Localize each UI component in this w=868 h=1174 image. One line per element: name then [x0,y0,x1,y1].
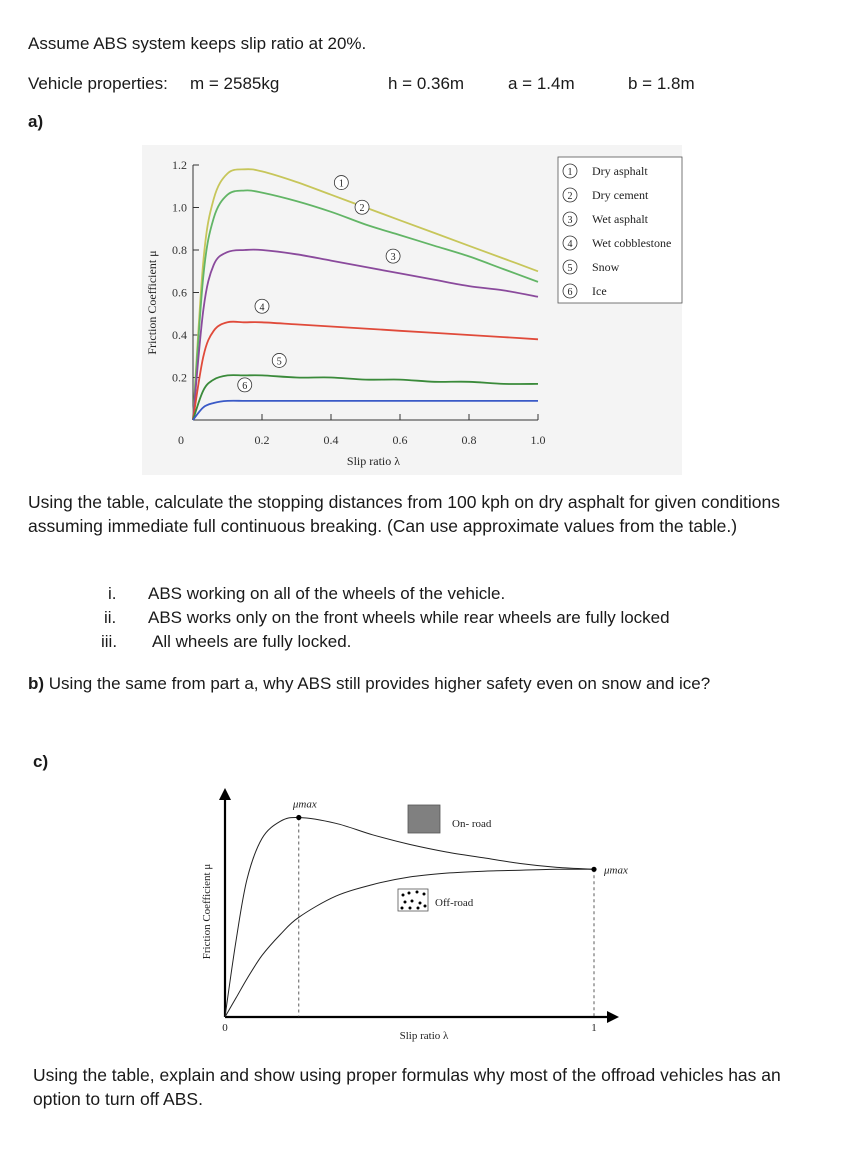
c2-x-end-label: 1 [591,1022,597,1034]
c1-series-marker-label: 1 [338,178,344,190]
part-a-label: a) [28,112,44,131]
vehicle-mass: m = 2585kg [190,74,280,93]
c1-x-tick-label: 1.0 [530,433,546,447]
item-iii-number: iii. [101,632,118,651]
c2-x-axis-label: Slip ratio λ [399,1030,449,1042]
c1-x-tick-label: 0.8 [461,433,477,447]
c1-series-marker-label: 6 [242,380,248,392]
c1-y-tick-label: 0.6 [172,285,187,300]
c1-legend-entry: Snow [592,260,620,274]
c1-y-tick-label: 1.2 [172,158,187,172]
onroad-offroad-chart [196,784,636,1044]
c1-legend-number: 2 [567,191,573,202]
item-iii-text: All wheels are fully locked. [152,632,352,651]
c1-legend-number: 4 [567,239,573,250]
c1-legend-entry: Dry asphalt [592,164,648,178]
friction-slip-chart [142,145,682,475]
c1-legend-entry: Dry cement [592,188,649,202]
item-i-text: ABS working on all of the wheels of the vehicle. [148,584,506,603]
c1-x-tick-label: 0.4 [323,433,339,447]
part-c-label: c) [33,752,49,771]
c2-legend-offroad-dot [411,900,414,903]
c2-legend-offroad-label: Off-road [435,897,474,909]
item-ii-number: ii. [104,608,117,627]
c2-legend-offroad-dot [408,892,411,895]
c1-series-marker-label: 4 [259,302,265,314]
c2-series-line-onroad [225,817,594,1017]
c2-legend-offroad-dot [417,907,420,910]
c1-legend-box [558,157,682,303]
item-i-number: i. [108,584,117,603]
c1-legend-entry: Ice [592,284,607,298]
part-b-label: b) [28,674,45,693]
c2-legend-offroad-dot [423,893,426,896]
c2-legend-onroad-label: On- road [452,818,492,830]
c1-x-origin-label: 0 [178,433,184,447]
c1-legend-number: 6 [567,287,573,298]
vehicle-properties-label: Vehicle properties: [28,74,168,93]
vehicle-a-distance: a = 1.4m [508,74,575,93]
c1-legend-number: 3 [567,215,573,226]
c2-y-axis-label: Friction Coefficient μ [201,863,213,960]
c2-x-origin-label: 0 [222,1022,228,1034]
part-c-question: Using the table, explain and show using proper formulas why most of the offroad vehicles has an option to turn off ABS. [33,1065,781,1109]
part-b-question: Using the same from part a, why ABS still provides higher safety even on snow and ice? [44,674,711,693]
c2-mumax-point-right [591,867,596,872]
c2-legend-offroad-dot [419,902,422,905]
assumption-text: Assume ABS system keeps slip ratio at 20%. [28,34,367,53]
c2-legend-offroad-dot [416,891,419,894]
c1-series-marker-label: 2 [359,203,365,215]
c2-legend-offroad-dot [409,907,412,910]
part-a-question: Using the table, calculate the stopping distances from 100 kph on dry asphalt for given conditions assuming immediate full continuous breaking. (Can use approximate values from the table.) [28,492,780,536]
c1-y-axis-label: Friction Coefficient μ [145,250,159,355]
c1-y-tick-label: 1.0 [172,200,187,215]
c2-legend-offroad-dot [424,905,427,908]
c2-x-axis-arrow [607,1011,619,1023]
c1-y-tick-label: 0.2 [172,370,187,385]
c1-series-marker-label: 3 [390,252,396,264]
c2-legend-offroad-dot [401,907,404,910]
c1-legend-entry: Wet cobblestone [592,236,672,250]
c2-legend-offroad-dot [404,901,407,904]
c2-mumax-label-left: μmax [292,798,317,811]
c2-y-axis-arrow [219,788,231,800]
vehicle-height: h = 0.36m [388,74,465,93]
vehicle-b-distance: b = 1.8m [628,74,695,93]
item-ii-text: ABS works only on the front wheels while rear wheels are fully locked [148,608,670,627]
c1-legend-number: 1 [567,167,573,178]
c1-y-tick-label: 0.4 [172,328,187,342]
c1-legend-entry: Wet asphalt [592,212,649,226]
c1-x-tick-label: 0.6 [392,433,408,447]
c1-x-tick-label: 0.2 [254,433,270,447]
c2-legend-offroad-dot [402,894,405,897]
c2-legend-onroad-swatch [408,805,440,833]
c1-y-tick-label: 0.8 [172,243,187,257]
c1-series-marker-label: 5 [276,356,282,368]
c1-legend-number: 5 [567,263,573,274]
c2-mumax-label-right: μmax [604,864,628,877]
c2-mumax-point-left [296,815,301,820]
part-b-line [28,672,710,696]
c1-x-axis-label: Slip ratio λ [346,454,401,468]
